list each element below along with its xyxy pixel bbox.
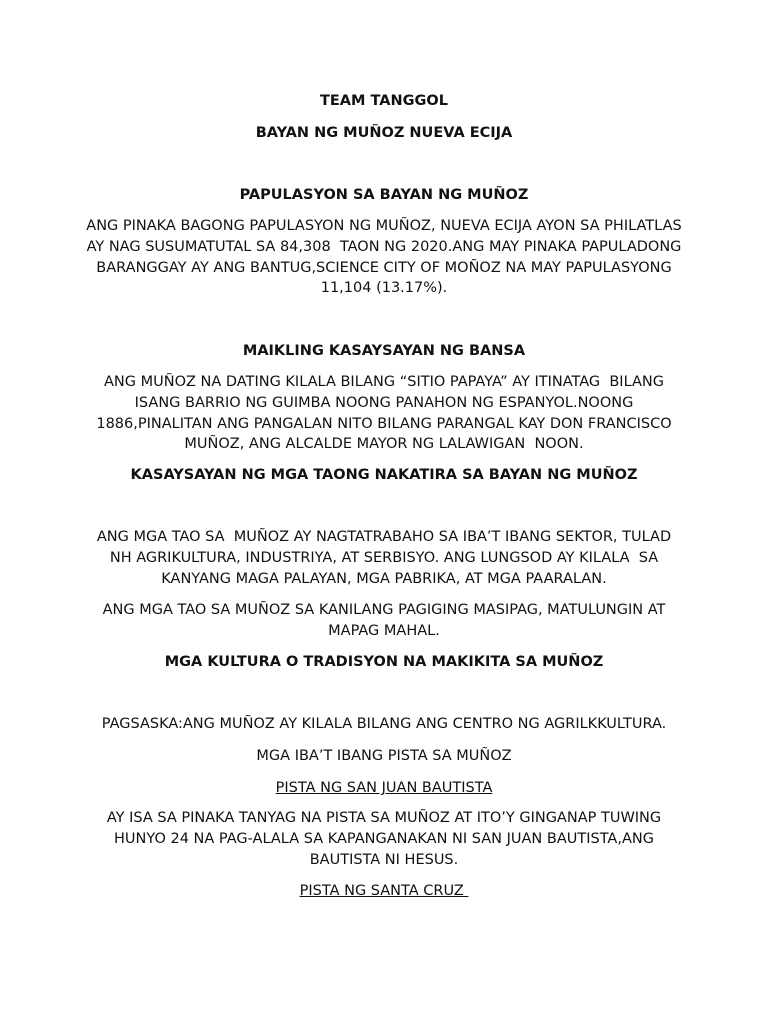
section-body-kasaysayan: ANG MUÑOZ NA DATING KILALA BILANG “SITIO PAPAYA” AY ITINATAG BILANG ISANG BARRIO NG GUIMBA NOONG PANAHON NG ESPANYOL.NOONG 1886,PINALITAN ANG PANGALAN NITO BILANG PARANGAL KAY DON FRANCISCO MUÑOZ, ANG ALCALDE MAYOR NG LALAWIGAN NOON. xyxy=(96,374,677,453)
section-body-pagsasaka: PAGSASKA:ANG MUÑOZ AY KILALA BILANG ANG CENTRO NG AGRILKKULTURA. xyxy=(101,716,667,732)
section-heading-mga-tao: KASAYSAYAN NG MGA TAONG NAKATIRA SA BAYAN NG MUÑOZ xyxy=(130,467,638,483)
subheading-santa-cruz: PISTA NG SANTA CRUZ xyxy=(299,883,469,899)
section-body-mga-tao-2: ANG MGA TAO SA MUÑOZ SA KANILANG PAGIGING MASIPAG, MATULUNGIN AT MAPAG MAHAL. xyxy=(102,602,671,639)
section-body-mga-tao: ANG MGA TAO SA MUÑOZ AY NAGTATRABAHO SA IBA’T IBANG SEKTOR, TULAD NH AGRIKULTURA, INDUSTRIYA, AT SERBISYO. ANG LUNGSOD AY KILALA SA KANYANG MAGA PALAYAN, MGA PABRIKA, AT MGA PAARALAN. xyxy=(96,529,676,587)
document-subtitle: BAYAN NG MUÑOZ NUEVA ECIJA xyxy=(255,125,513,141)
section-heading-kasaysayan: MAIKLING KASAYSAYAN NG BANSA xyxy=(242,343,526,359)
section-heading-kultura: MGA KULTURA O TRADISYON NA MAKIKITA SA MUÑOZ xyxy=(164,654,604,670)
section-body-papulasyon: ANG PINAKA BAGONG PAPULASYON NG MUÑOZ, NUEVA ECIJA AYON SA PHILATLAS AY NAG SUSUMATUTAL SA 84,308 TAON NG 2020.ANG MAY PINAKA PAPULADONG BARANGGAY AY ANG BANTUG,SCIENCE CITY OF MOÑOZ NA MAY PAPULASYONG 11,104 (13.17%). xyxy=(86,218,691,297)
section-body-mga-pista: MGA IBA’T IBANG PISTA SA MUÑOZ xyxy=(256,748,512,764)
document-title: TEAM TANGGOL xyxy=(320,93,448,109)
section-heading-papulasyon: PAPULASYON SA BAYAN NG MUÑOZ xyxy=(239,187,529,203)
subheading-san-juan: PISTA NG SAN JUAN BAUTISTA xyxy=(275,780,493,796)
section-body-san-juan: AY ISA SA PINAKA TANYAG NA PISTA SA MUÑOZ AT ITO’Y GINGANAP TUWING HUNYO 24 NA PAG-ALALA SA KAPANGANAKAN NI SAN JUAN BAUTISTA,ANG BAUTISTA NI HESUS. xyxy=(106,810,666,868)
